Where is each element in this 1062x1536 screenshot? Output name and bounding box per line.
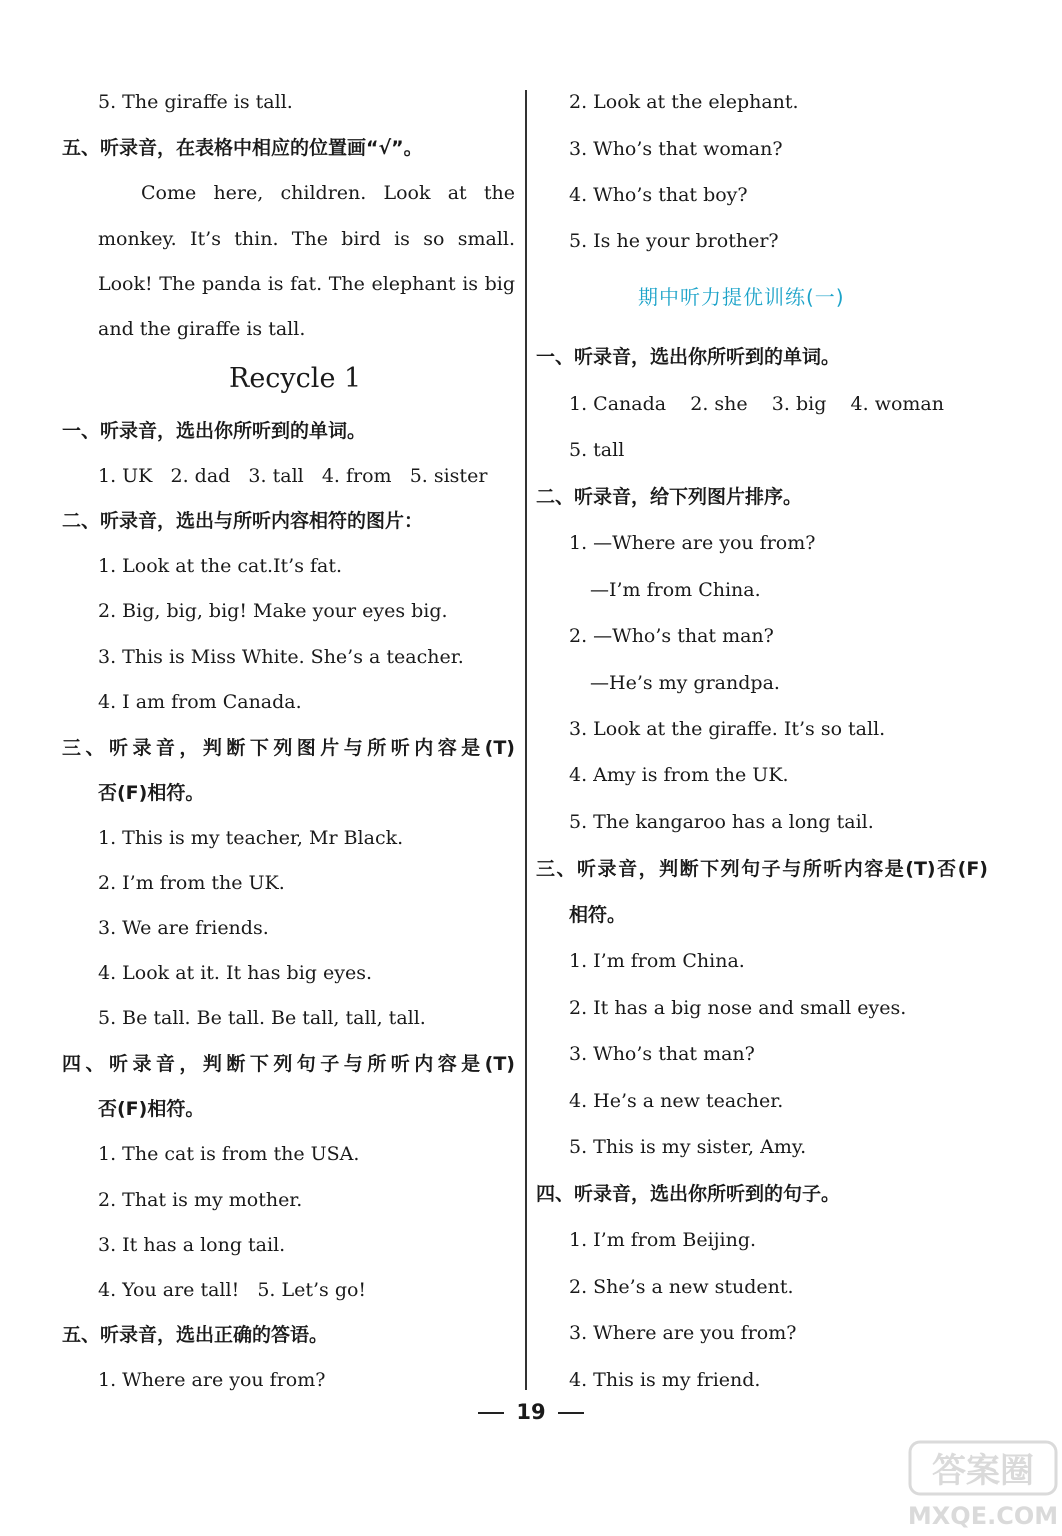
right-s4-item-2: 2. She’s a new student. xyxy=(569,1276,794,1298)
left-passage-line-2: monkey. It’s thin. The bird is so small. xyxy=(98,228,515,250)
right-s4-item-3: 3. Where are you from? xyxy=(569,1322,797,1344)
right-s1-heading: 一、听录音，选出你所听到的单词。 xyxy=(536,346,841,368)
right-s4-item-1: 1. I’m from Beijing. xyxy=(569,1229,757,1251)
right-s1-items: 1. Canada 2. she 3. big 4. woman xyxy=(569,393,944,415)
left-s3-item-1: 1. This is my teacher, Mr Black. xyxy=(98,827,404,849)
page-number xyxy=(0,1400,1062,1424)
left-s1-items: 1. UK 2. dad 3. tall 4. from 5. sister xyxy=(98,465,488,487)
left-s5-item-1: 1. Where are you from? xyxy=(98,1369,326,1391)
right-top-item-5: 5. Is he your brother? xyxy=(569,230,779,252)
left-column xyxy=(0,0,525,1400)
left-s3-item-5: 5. Be tall. Be tall. Be tall, tall, tall. xyxy=(98,1007,426,1029)
left-s3-heading-a: 三、听录音，判断下列图片与所听内容是(T) xyxy=(62,737,515,759)
midterm-section-title: 期中听力提优训练(一) xyxy=(638,285,845,309)
left-s3-item-2: 2. I’m from the UK. xyxy=(98,872,285,894)
left-s5-heading: 五、听录音，选出正确的答语。 xyxy=(62,1324,329,1346)
left-s3-item-3: 3. We are friends. xyxy=(98,917,269,939)
right-top-item-3: 3. Who’s that woman? xyxy=(569,138,783,160)
left-s2-item-1: 1. Look at the cat.It’s fat. xyxy=(98,555,343,577)
right-s2-item-2a: 2. —Who’s that man? xyxy=(569,625,774,647)
right-s3-item-3: 3. Who’s that man? xyxy=(569,1043,755,1065)
right-s3-item-5: 5. This is my sister, Amy. xyxy=(569,1136,807,1158)
left-s4-item-1: 1. The cat is from the USA. xyxy=(98,1143,360,1165)
right-s2-item-1b: —I’m from China. xyxy=(590,579,761,601)
right-s2-item-5: 5. The kangaroo has a long tail. xyxy=(569,811,874,833)
right-s4-item-4: 4. This is my friend. xyxy=(569,1369,761,1391)
left-passage-line-3: Look! The panda is fat. The elephant is big xyxy=(98,273,515,295)
left-s2-item-2: 2. Big, big, big! Make your eyes big. xyxy=(98,600,448,622)
right-top-item-4: 4. Who’s that boy? xyxy=(569,184,748,206)
left-s1-heading: 一、听录音，选出你所听到的单词。 xyxy=(62,420,367,442)
right-s3-heading-b: 相符。 xyxy=(569,904,627,926)
watermark-line1: 答案圈 xyxy=(932,1451,1034,1491)
left-s3-item-4: 4. Look at it. It has big eyes. xyxy=(98,962,372,984)
left-line-giraffe: 5. The giraffe is tall. xyxy=(98,91,293,113)
right-s3-item-1: 1. I’m from China. xyxy=(569,950,745,972)
left-s2-heading: 二、听录音，选出与所听内容相符的图片： xyxy=(62,510,424,532)
left-s4-heading-a: 四、听录音，判断下列句子与所听内容是(T) xyxy=(62,1053,515,1075)
left-s4-item-4: 4. You are tall! 5. Let’s go! xyxy=(98,1279,367,1301)
right-s2-item-2b: —He’s my grandpa. xyxy=(590,672,780,694)
right-s2-item-4: 4. Amy is from the UK. xyxy=(569,764,789,786)
recycle-title: Recycle 1 xyxy=(229,363,362,394)
watermark-logo xyxy=(908,1440,1058,1532)
right-s4-heading: 四、听录音，选出你所听到的句子。 xyxy=(536,1183,841,1205)
left-passage-line-4: and the giraffe is tall. xyxy=(98,318,306,340)
left-s4-item-2: 2. That is my mother. xyxy=(98,1189,303,1211)
left-s2-item-3: 3. This is Miss White. She’s a teacher. xyxy=(98,646,464,668)
right-top-item-2: 2. Look at the elephant. xyxy=(569,91,799,113)
left-passage-line-1: Come here, children. Look at the xyxy=(141,182,515,204)
right-s1-item-5: 5. tall xyxy=(569,439,625,461)
left-s2-item-4: 4. I am from Canada. xyxy=(98,691,302,713)
right-s2-item-1a: 1. —Where are you from? xyxy=(569,532,816,554)
left-s4-item-3: 3. It has a long tail. xyxy=(98,1234,286,1256)
left-s4-heading-b: 否(F)相符。 xyxy=(98,1098,205,1120)
right-s2-heading: 二、听录音，给下列图片排序。 xyxy=(536,486,803,508)
right-s3-item-4: 4. He’s a new teacher. xyxy=(569,1090,784,1112)
left-s3-heading-b: 否(F)相符。 xyxy=(98,782,205,804)
watermark-line2: MXQE.COM xyxy=(908,1502,1058,1530)
column-divider xyxy=(525,90,527,1390)
page-number-dash-right xyxy=(558,1412,584,1414)
page-number-text: 19 xyxy=(516,1400,546,1424)
right-column xyxy=(530,0,1062,1400)
right-s2-item-3: 3. Look at the giraffe. It’s so tall. xyxy=(569,718,886,740)
left-heading-draw-tick: 五、听录音，在表格中相应的位置画“√”。 xyxy=(62,137,423,159)
right-s3-item-2: 2. It has a big nose and small eyes. xyxy=(569,997,907,1019)
right-s3-heading-a: 三、听录音，判断下列句子与所听内容是(T)否(F) xyxy=(536,858,988,880)
page-number-dash-left xyxy=(478,1412,504,1414)
